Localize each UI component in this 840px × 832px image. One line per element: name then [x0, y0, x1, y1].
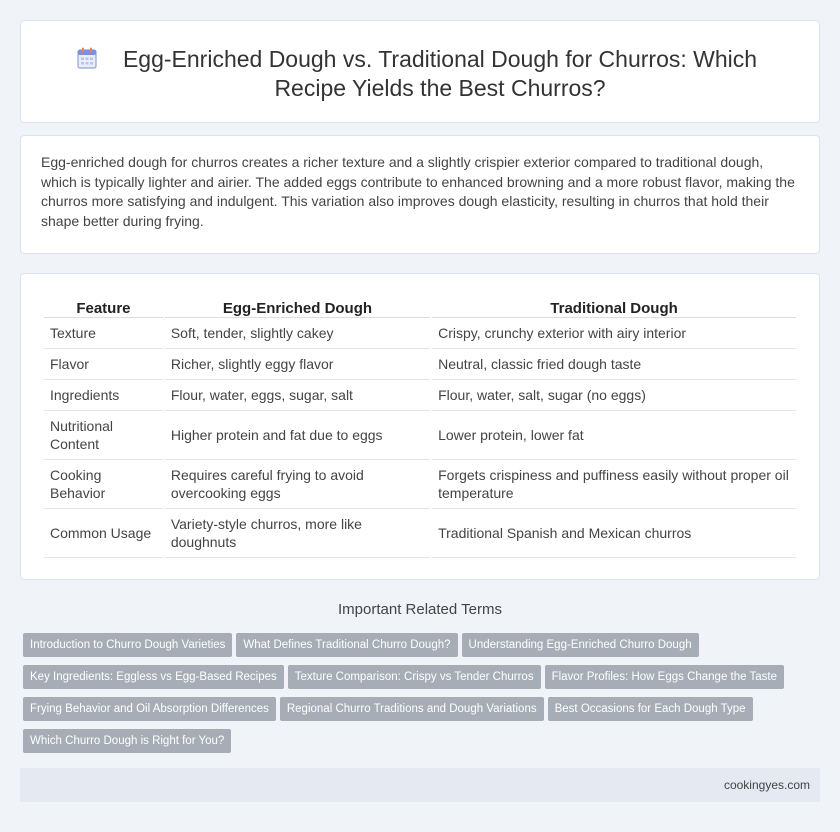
table-cell: Texture — [44, 318, 163, 349]
table-cell: Traditional Spanish and Mexican churros — [432, 509, 796, 558]
table-cell: Crispy, crunchy exterior with airy interior — [432, 318, 796, 349]
header-traditional: Traditional Dough — [432, 296, 796, 318]
table-cell: Variety-style churros, more like doughnuts — [165, 509, 430, 558]
related-term-tag[interactable]: Flavor Profiles: How Eggs Change the Taste — [545, 665, 784, 689]
related-terms-title: Important Related Terms — [338, 601, 502, 618]
table-cell: Neutral, classic fried dough taste — [432, 349, 796, 380]
table-row — [44, 460, 796, 509]
table-cell: Requires careful frying to avoid overcooking eggs — [165, 460, 430, 509]
table-cell: Common Usage — [44, 509, 163, 558]
table-row — [44, 411, 796, 460]
table-cell: Nutritional Content — [44, 411, 163, 460]
table-cell: Flavor — [44, 349, 163, 380]
table-cell: Richer, slightly eggy flavor — [165, 349, 430, 380]
table-cell: Flour, water, salt, sugar (no eggs) — [432, 380, 796, 411]
table-row — [44, 380, 796, 411]
intro-paragraph: Egg-enriched dough for churros creates a richer texture and a slightly crispier exterior compared to traditional dough, which is typically lighter and airier. The added eggs contribute to enhanced browning and a more robust flavor, making the churros more satisfying and indulgent. This variation also improves dough elasticity, resulting in churros that hold their shape better during frying. — [41, 154, 795, 229]
footer-site-link[interactable]: cookingyes.com — [723, 778, 810, 792]
related-term-tag[interactable]: Frying Behavior and Oil Absorption Differences — [23, 697, 276, 721]
intro-card — [20, 135, 820, 254]
comparison-table-card — [20, 273, 820, 580]
table-cell: Lower protein, lower fat — [432, 411, 796, 460]
related-term-tag[interactable]: Texture Comparison: Crispy vs Tender Churros — [288, 665, 541, 689]
table-row — [44, 509, 796, 558]
header-egg-enriched: Egg-Enriched Dough — [165, 296, 430, 318]
table-row — [44, 318, 796, 349]
related-term-tag[interactable]: Key Ingredients: Eggless vs Egg-Based Recipes — [23, 665, 284, 689]
table-cell: Soft, tender, slightly cakey — [165, 318, 430, 349]
table-header-row — [44, 296, 796, 318]
related-term-tag[interactable]: Best Occasions for Each Dough Type — [548, 697, 753, 721]
header-feature: Feature — [44, 296, 163, 318]
table-cell: Flour, water, eggs, sugar, salt — [165, 380, 430, 411]
related-term-tag[interactable]: What Defines Traditional Churro Dough? — [236, 633, 457, 657]
related-term-tag[interactable]: Understanding Egg-Enriched Churro Dough — [462, 633, 699, 657]
table-cell: Forgets crispiness and puffiness easily without proper oil temperature — [432, 460, 796, 509]
page-title: Egg-Enriched Dough vs. Traditional Dough for Churros: Which Recipe Yields the Best Churros? — [122, 46, 758, 101]
table-row — [44, 349, 796, 380]
footer — [20, 768, 820, 802]
table-cell: Higher protein and fat due to eggs — [165, 411, 430, 460]
related-terms-list — [23, 633, 823, 761]
title-card — [20, 20, 820, 123]
related-term-tag[interactable]: Which Churro Dough is Right for You? — [23, 729, 231, 753]
table-cell: Cooking Behavior — [44, 460, 163, 509]
table-cell: Ingredients — [44, 380, 163, 411]
related-term-tag[interactable]: Regional Churro Traditions and Dough Variations — [280, 697, 544, 721]
comparison-table — [42, 296, 798, 558]
related-term-tag[interactable]: Introduction to Churro Dough Varieties — [23, 633, 232, 657]
